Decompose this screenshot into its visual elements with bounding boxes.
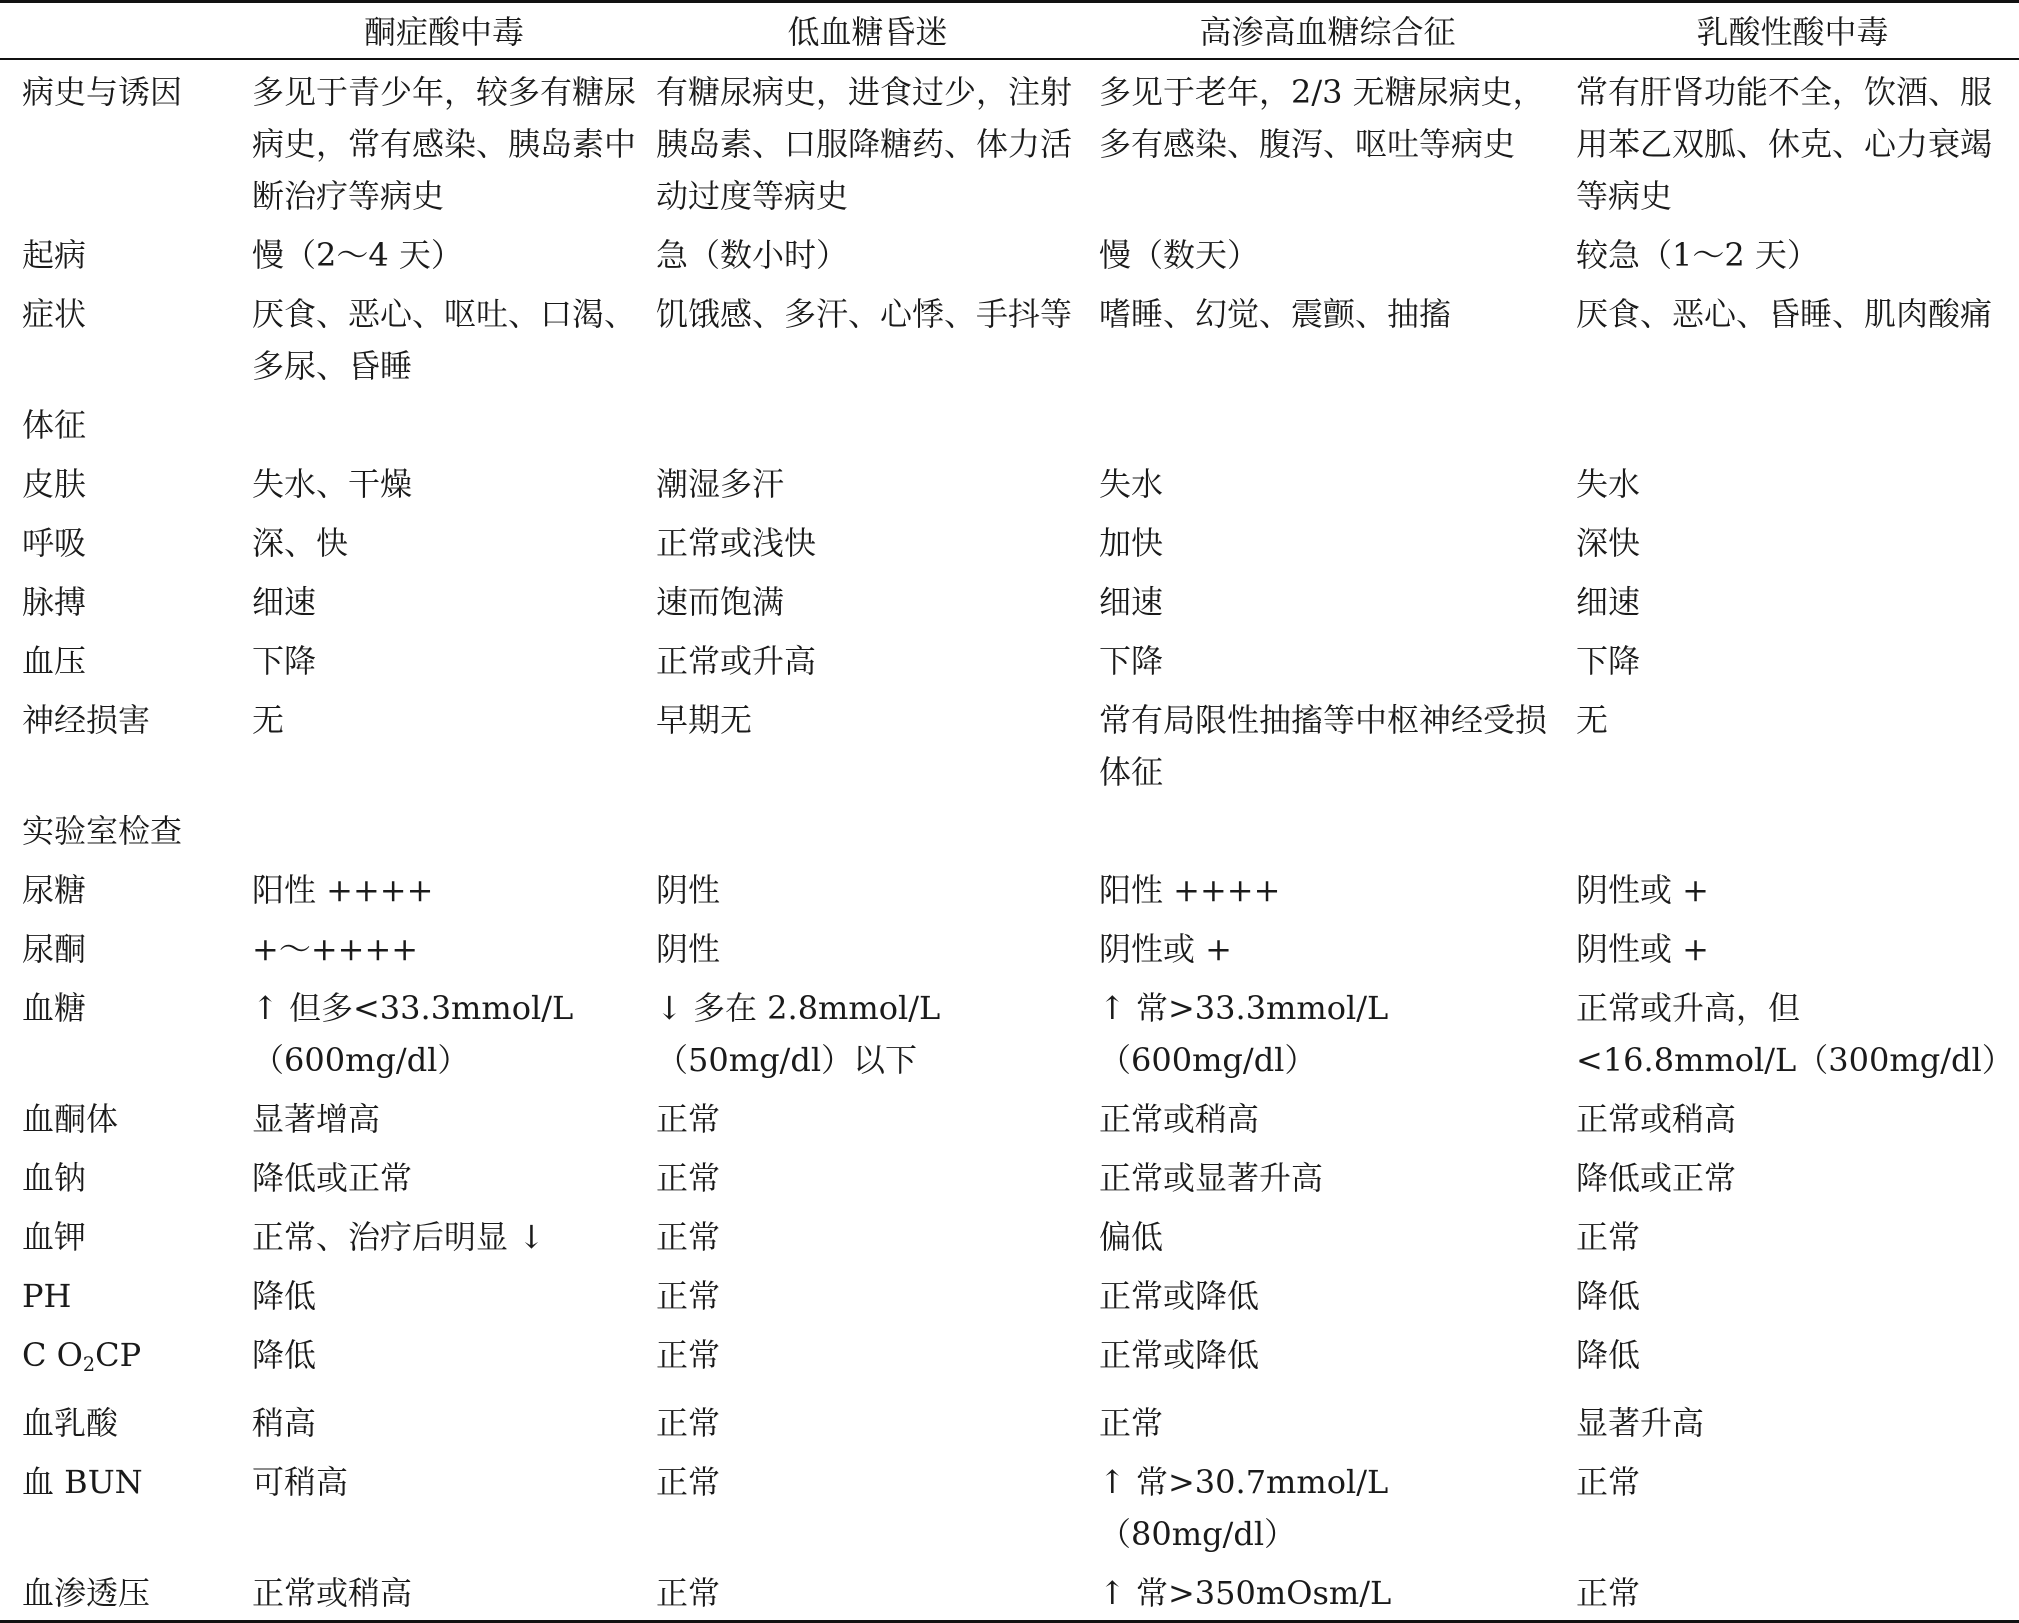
- table-cell: [1089, 799, 1566, 858]
- table-row: [0, 1205, 2019, 1264]
- header-hyperosmolar: 高渗高血糖综合征: [1089, 2, 1566, 59]
- table-cell: 阴性: [656, 870, 721, 909]
- table-row: [0, 282, 2019, 393]
- table-cell: ↑ 常>30.7mmol/L（80mg/dl）: [1099, 1463, 1389, 1554]
- table-cell: 正常: [656, 1217, 721, 1256]
- table-row: [0, 1391, 2019, 1450]
- table-cell: 失水: [1576, 464, 1641, 503]
- row-label: 血乳酸: [22, 1404, 119, 1443]
- table-cell: [646, 393, 1089, 452]
- table-cell: [1566, 393, 2019, 452]
- table-cell: [1089, 393, 1566, 452]
- table-cell: 正常: [656, 1463, 721, 1502]
- table-cell: 阳性 ++++: [252, 870, 434, 909]
- table-cell: 慢（2～4 天）: [252, 235, 463, 274]
- header-ketoacidosis: 酮症酸中毒: [242, 2, 646, 59]
- row-label-post: CP: [95, 1335, 142, 1374]
- row-label: 脉搏: [22, 582, 87, 621]
- table-cell: 正常或显著升高: [1099, 1158, 1324, 1197]
- table-cell: 速而饱满: [656, 582, 785, 621]
- table-row: [0, 1087, 2019, 1146]
- table-row: [0, 1450, 2019, 1561]
- table-cell: ↑ 但多<33.3mmol/L（600mg/dl）: [252, 988, 574, 1079]
- table-cell: 显著升高: [1576, 1404, 1705, 1443]
- table-cell: 正常: [646, 1561, 1089, 1622]
- table-cell: 下降: [1576, 641, 1641, 680]
- table-cell: 阴性或 +: [1576, 870, 1709, 909]
- table-cell: 深、快: [252, 523, 349, 562]
- header-row: [0, 2, 2019, 59]
- table-cell: [646, 799, 1089, 858]
- table-cell: 正常: [656, 1158, 721, 1197]
- table-cell: 阴性: [656, 929, 721, 968]
- table-cell: 失水: [1099, 464, 1164, 503]
- table-cell: 阴性或 +: [1576, 929, 1709, 968]
- header-lactic-acidosis: 乳酸性酸中毒: [1566, 2, 2019, 59]
- header-hypoglycemic-coma: 低血糖昏迷: [646, 2, 1089, 59]
- table-cell: 常有局限性抽搐等中枢神经受损体征: [1099, 700, 1548, 791]
- table-cell: 无: [252, 700, 285, 739]
- table-cell: ↑ 常>33.3mmol/L（600mg/dl）: [1099, 988, 1389, 1079]
- table-cell: 偏低: [1099, 1217, 1164, 1256]
- section-label: 实验室检查: [22, 811, 183, 850]
- table-cell: 细速: [1576, 582, 1641, 621]
- table-cell: 正常: [1576, 1217, 1641, 1256]
- table-cell: 降低或正常: [252, 1158, 413, 1197]
- table-cell: 显著增高: [252, 1099, 381, 1138]
- table-cell: 正常或升高，但<16.8mmol/L（300mg/dl）: [1576, 988, 2014, 1079]
- table-cell: 常有肝肾功能不全，饮酒、服用苯乙双胍、休克、心力衰竭等病史: [1576, 72, 1993, 215]
- table-cell: 嗜睡、幻觉、震颤、抽搐: [1099, 294, 1452, 333]
- table-cell: 正常或降低: [1099, 1335, 1260, 1374]
- table-cell: 正常、治疗后明显 ↓: [252, 1217, 545, 1256]
- table-row: [0, 917, 2019, 976]
- table-row: [0, 1264, 2019, 1323]
- table-cell: 加快: [1099, 523, 1164, 562]
- table-cell: 较急（1～2 天）: [1576, 235, 1819, 274]
- table-cell: 慢（数天）: [1099, 235, 1260, 274]
- table-cell: 细速: [1099, 582, 1164, 621]
- table-cell: 厌食、恶心、呕吐、口渴、多尿、昏睡: [252, 294, 637, 385]
- table-row: [0, 452, 2019, 511]
- table-row: [0, 1146, 2019, 1205]
- table-cell: 正常: [1566, 1561, 2019, 1622]
- table-cell: 可稍高: [252, 1463, 349, 1502]
- table-row: [0, 858, 2019, 917]
- header-blank-cell: [0, 2, 242, 59]
- row-label: 血钾: [22, 1217, 87, 1256]
- table-cell: 饥饿感、多汗、心悸、手抖等: [656, 294, 1073, 333]
- table-cell: 下降: [1099, 641, 1164, 680]
- row-label: 尿酮: [22, 929, 87, 968]
- table-cell: 降低: [252, 1335, 317, 1374]
- row-label: 皮肤: [22, 464, 87, 503]
- table-cell: ↓ 多在 2.8mmol/L（50mg/dl）以下: [656, 988, 941, 1079]
- table-cell: 正常: [656, 1099, 721, 1138]
- row-label: 血压: [22, 641, 87, 680]
- table-cell: 细速: [252, 582, 317, 621]
- table-row: [0, 688, 2019, 799]
- table-cell: 多见于老年，2/3 无糖尿病史，多有感染、腹泻、呕吐等病史: [1099, 72, 1545, 163]
- table-cell: 急（数小时）: [656, 235, 849, 274]
- table-cell: 降低: [1576, 1335, 1641, 1374]
- table-row: [0, 799, 2019, 858]
- row-label: 尿糖: [22, 870, 87, 909]
- table-cell: 正常或稍高: [1576, 1099, 1737, 1138]
- table-cell: 有糖尿病史，进食过少，注射胰岛素、口服降糖药、体力活动过度等病史: [656, 72, 1073, 215]
- table-cell: 早期无: [656, 700, 753, 739]
- table-cell: 正常或稍高: [242, 1561, 646, 1622]
- table-cell: 无: [1576, 700, 1609, 739]
- table-row: [0, 629, 2019, 688]
- row-label: 血渗透压: [0, 1561, 242, 1622]
- table-cell: 潮湿多汗: [656, 464, 785, 503]
- table-row: [0, 1323, 2019, 1392]
- table-cell: 正常: [656, 1276, 721, 1315]
- table-cell: 正常或浅快: [656, 523, 817, 562]
- table-cell: 降低: [1576, 1276, 1641, 1315]
- row-label-subscript: 2: [82, 1352, 96, 1376]
- row-label-pre: C O: [22, 1335, 83, 1374]
- table-row: [0, 223, 2019, 282]
- table-cell: [242, 393, 646, 452]
- row-label: 血糖: [22, 988, 87, 1027]
- table-cell: 正常或降低: [1099, 1276, 1260, 1315]
- table-cell: 阳性 ++++: [1099, 870, 1281, 909]
- row-label: [0, 1323, 242, 1392]
- row-label: PH: [22, 1276, 72, 1315]
- table-cell: 深快: [1576, 523, 1641, 562]
- row-label: 症状: [22, 294, 87, 333]
- table-cell: 多见于青少年，较多有糖尿病史，常有感染、胰岛素中断治疗等病史: [252, 72, 637, 215]
- table-cell: 下降: [252, 641, 317, 680]
- table-row: [0, 570, 2019, 629]
- table-cell: 阴性或 +: [1099, 929, 1232, 968]
- table-cell: 失水、干燥: [252, 464, 413, 503]
- table-row: [0, 59, 2019, 223]
- table-cell: 正常或稍高: [1099, 1099, 1260, 1138]
- row-label: 血钠: [22, 1158, 87, 1197]
- row-label: 血 BUN: [22, 1463, 143, 1502]
- table-cell: 降低或正常: [1576, 1158, 1737, 1197]
- table-row: [0, 393, 2019, 452]
- table-cell: 正常: [656, 1335, 721, 1374]
- table-cell: 正常或升高: [656, 641, 817, 680]
- table-cell: 正常: [1576, 1463, 1641, 1502]
- table-row: [0, 1561, 2019, 1622]
- table-cell: 降低: [252, 1276, 317, 1315]
- row-label: 病史与诱因: [22, 72, 183, 111]
- table-cell: +～++++: [252, 929, 419, 968]
- table-row: [0, 976, 2019, 1087]
- table-cell: [242, 799, 646, 858]
- row-label: 血酮体: [22, 1099, 119, 1138]
- table-row: [0, 511, 2019, 570]
- section-label: 体征: [22, 405, 87, 444]
- row-label: 呼吸: [22, 523, 87, 562]
- table-cell: ↑ 常>350mOsm/L: [1089, 1561, 1566, 1622]
- row-label: 神经损害: [22, 700, 151, 739]
- row-label: 起病: [22, 235, 87, 274]
- table-cell: 稍高: [252, 1404, 317, 1443]
- table-cell: 厌食、恶心、昏睡、肌肉酸痛: [1576, 294, 1993, 333]
- table-cell: 正常: [1099, 1404, 1164, 1443]
- table-cell: 正常: [656, 1404, 721, 1443]
- table-cell: [1566, 799, 2019, 858]
